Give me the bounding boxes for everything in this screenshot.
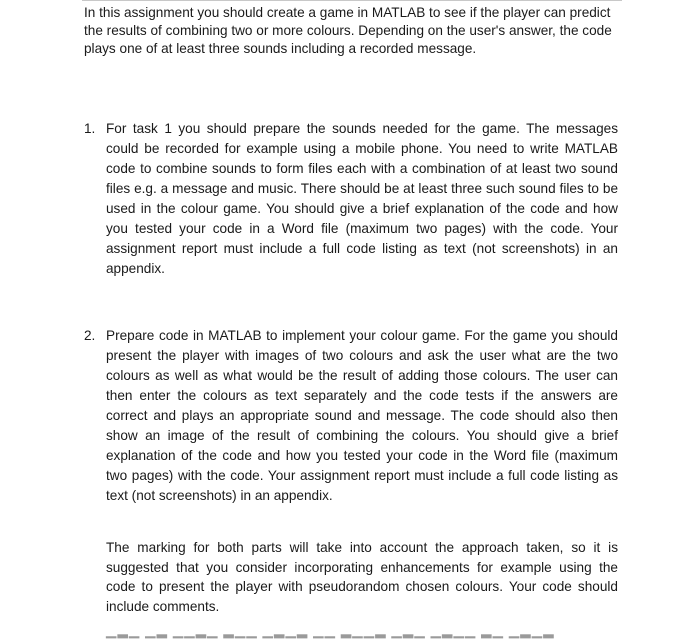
- item-text: For task 1 you should prepare the sounds needed for the game. The messages could be recorded for example using a mobile phone. You need to write MATLAB code to combine sounds to form files each with a combination of at least two sound files e.g. a message and music. There should be at least three such sound files to be used in the colour game. You should give a brief explanation of the code and how you tested your code in a Word file (maximum two pages) with the code. Your assignment report must include a full code listing as text (not screenshots) in an appendix.: [106, 121, 618, 276]
- item-number: 2.: [84, 328, 96, 343]
- intro-paragraph: In this assignment you should create a game in MATLAB to see if the player can predict the results of combining two or more colours. Depending on the user's answer, the code plays one of at least three sounds including a recorded message.: [84, 5, 612, 56]
- marking-paragraph: The marking for both parts will take into account the approach taken, so it is suggested that you consider incorporating enhancements for example using the code to present the player with pseudorandom chosen colours. Your code should include comments.: [106, 540, 618, 614]
- item-text: Prepare code in MATLAB to implement your colour game. For the game you should present the player with images of two colours and ask the user what are the two colours as well as what would be the result of adding those colours. The user can then enter the colours as text separately and the code tests if the answers are correct and plays an appropriate sound and message. The code should also then show an image of the result of combining the colours. You should give a brief explanation of the code and how you tested your code in the Word file (maximum two pages) with the code. Your assignment report must include a full code listing as text (not screenshots) in an appendix.: [106, 328, 618, 503]
- cut-off-text-line: [106, 623, 576, 638]
- item-number: 1.: [84, 121, 96, 136]
- cut-off-text-fragment: ▁▂▁ ▁▂ ▁▁▂▁ ▂▁▁ ▁▂▁▂ ▁▁ ▂▁▁▂ ▁▂▁ ▁▂▁▁ ▂▁ ▁▂▁▂: [106, 623, 555, 638]
- page-top-divider: [82, 0, 622, 1]
